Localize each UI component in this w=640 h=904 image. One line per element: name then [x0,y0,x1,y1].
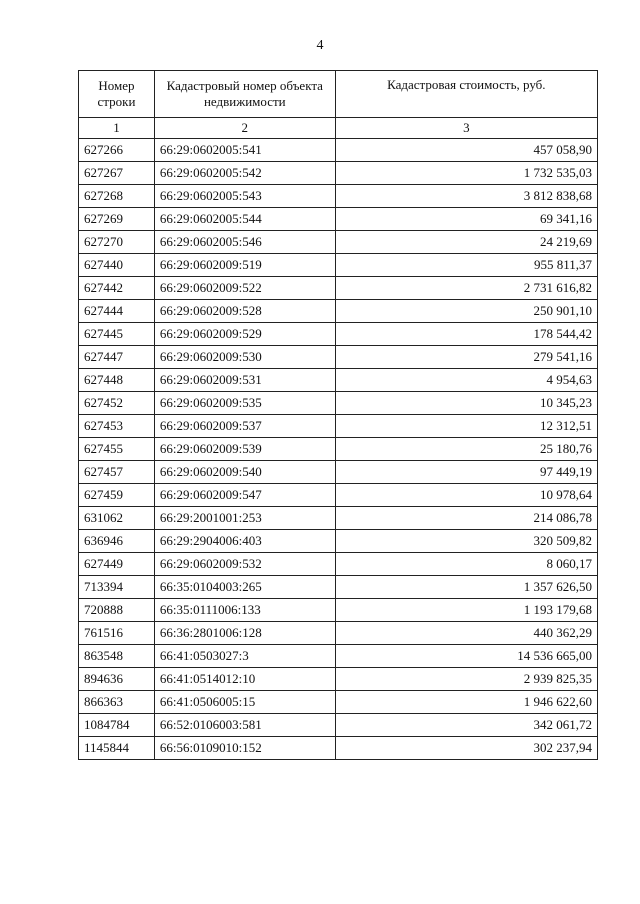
table-body [79,139,598,760]
cadastral-value-cell: 14 536 665,00 [335,645,597,668]
cadastral-number-cell: 66:29:0602009:537 [154,415,335,438]
row-number-cell: 627268 [79,185,155,208]
cadastral-number-cell: 66:36:2801006:128 [154,622,335,645]
cadastral-value-table [78,70,598,760]
cadastral-number-cell: 66:29:0602005:542 [154,162,335,185]
row-number-cell: 627453 [79,415,155,438]
cadastral-value-cell: 4 954,63 [335,369,597,392]
cadastral-value-cell: 8 060,17 [335,553,597,576]
column-index: 2 [154,118,335,139]
cadastral-number-cell: 66:52:0106003:581 [154,714,335,737]
cadastral-value-cell: 2 939 825,35 [335,668,597,691]
header-row-number: Номер строки [79,71,155,118]
cadastral-number-cell: 66:29:0602009:529 [154,323,335,346]
row-number-cell: 863548 [79,645,155,668]
table-row [79,300,598,323]
column-index: 1 [79,118,155,139]
row-number-cell: 894636 [79,668,155,691]
table-row [79,622,598,645]
cadastral-value-cell: 10 978,64 [335,484,597,507]
column-index: 3 [335,118,597,139]
cadastral-number-cell: 66:29:0602005:546 [154,231,335,254]
column-index-row [79,118,598,139]
table-row [79,369,598,392]
row-number-cell: 627457 [79,461,155,484]
cadastral-value-cell: 955 811,37 [335,254,597,277]
cadastral-number-cell: 66:29:0602005:541 [154,139,335,162]
table-row [79,392,598,415]
cadastral-value-cell: 178 544,42 [335,323,597,346]
row-number-cell: 627269 [79,208,155,231]
cadastral-value-cell: 457 058,90 [335,139,597,162]
row-number-cell: 627445 [79,323,155,346]
cadastral-value-cell: 302 237,94 [335,737,597,760]
table-row [79,139,598,162]
cadastral-number-cell: 66:35:0111006:133 [154,599,335,622]
table-row [79,714,598,737]
cadastral-value-cell: 24 219,69 [335,231,597,254]
row-number-cell: 720888 [79,599,155,622]
cadastral-number-cell: 66:41:0514012:10 [154,668,335,691]
row-number-cell: 627440 [79,254,155,277]
cadastral-value-cell: 342 061,72 [335,714,597,737]
cadastral-value-cell: 279 541,16 [335,346,597,369]
table-row [79,737,598,760]
cadastral-value-cell: 97 449,19 [335,461,597,484]
cadastral-number-cell: 66:41:0503027:3 [154,645,335,668]
table-row [79,415,598,438]
table-row [79,691,598,714]
table-row [79,438,598,461]
row-number-cell: 627266 [79,139,155,162]
table-row [79,576,598,599]
table-row [79,185,598,208]
cadastral-value-cell: 1 193 179,68 [335,599,597,622]
cadastral-value-cell: 320 509,82 [335,530,597,553]
cadastral-value-cell: 1 732 535,03 [335,162,597,185]
cadastral-number-cell: 66:29:0602009:535 [154,392,335,415]
table-row [79,162,598,185]
cadastral-value-cell: 1 357 626,50 [335,576,597,599]
table-row [79,323,598,346]
cadastral-number-cell: 66:29:0602009:540 [154,461,335,484]
cadastral-value-cell: 440 362,29 [335,622,597,645]
row-number-cell: 627449 [79,553,155,576]
cadastral-number-cell: 66:29:0602005:544 [154,208,335,231]
header-cadastral-value: Кадастровая стоимость, руб. [335,71,597,118]
cadastral-number-cell: 66:29:0602009:531 [154,369,335,392]
row-number-cell: 866363 [79,691,155,714]
row-number-cell: 761516 [79,622,155,645]
table-row [79,484,598,507]
cadastral-value-cell: 12 312,51 [335,415,597,438]
cadastral-value-cell: 10 345,23 [335,392,597,415]
row-number-cell: 1084784 [79,714,155,737]
table-row [79,553,598,576]
cadastral-number-cell: 66:29:0602009:539 [154,438,335,461]
page-number: 4 [316,38,324,53]
cadastral-number-cell: 66:29:0602009:547 [154,484,335,507]
row-number-cell: 631062 [79,507,155,530]
table-row [79,645,598,668]
cadastral-number-cell: 66:29:2904006:403 [154,530,335,553]
cadastral-number-cell: 66:29:0602009:530 [154,346,335,369]
row-number-cell: 627447 [79,346,155,369]
table-row [79,208,598,231]
table-row [79,254,598,277]
cadastral-number-cell: 66:35:0104003:265 [154,576,335,599]
cadastral-number-cell: 66:41:0506005:15 [154,691,335,714]
row-number-cell: 627442 [79,277,155,300]
table-row [79,346,598,369]
row-number-cell: 1145844 [79,737,155,760]
cadastral-number-cell: 66:29:0602009:532 [154,553,335,576]
cadastral-number-cell: 66:29:0602005:543 [154,185,335,208]
cadastral-number-cell: 66:29:2001001:253 [154,507,335,530]
cadastral-number-cell: 66:56:0109010:152 [154,737,335,760]
table-row [79,461,598,484]
table-row [79,668,598,691]
table-row [79,231,598,254]
row-number-cell: 627267 [79,162,155,185]
row-number-cell: 636946 [79,530,155,553]
cadastral-number-cell: 66:29:0602009:519 [154,254,335,277]
cadastral-value-cell: 25 180,76 [335,438,597,461]
cadastral-value-cell: 2 731 616,82 [335,277,597,300]
row-number-cell: 627270 [79,231,155,254]
row-number-cell: 627448 [79,369,155,392]
table-row [79,507,598,530]
cadastral-value-cell: 69 341,16 [335,208,597,231]
header-cadastral-number: Кадастровый номер объекта недвижимости [154,71,335,118]
row-number-cell: 627452 [79,392,155,415]
cadastral-value-cell: 1 946 622,60 [335,691,597,714]
table-row [79,530,598,553]
row-number-cell: 627459 [79,484,155,507]
cadastral-value-cell: 250 901,10 [335,300,597,323]
row-number-cell: 627455 [79,438,155,461]
cadastral-number-cell: 66:29:0602009:528 [154,300,335,323]
table-row [79,599,598,622]
cadastral-number-cell: 66:29:0602009:522 [154,277,335,300]
row-number-cell: 713394 [79,576,155,599]
cadastral-value-cell: 214 086,78 [335,507,597,530]
cadastral-value-cell: 3 812 838,68 [335,185,597,208]
table-row [79,277,598,300]
table-header-row [79,71,598,118]
row-number-cell: 627444 [79,300,155,323]
